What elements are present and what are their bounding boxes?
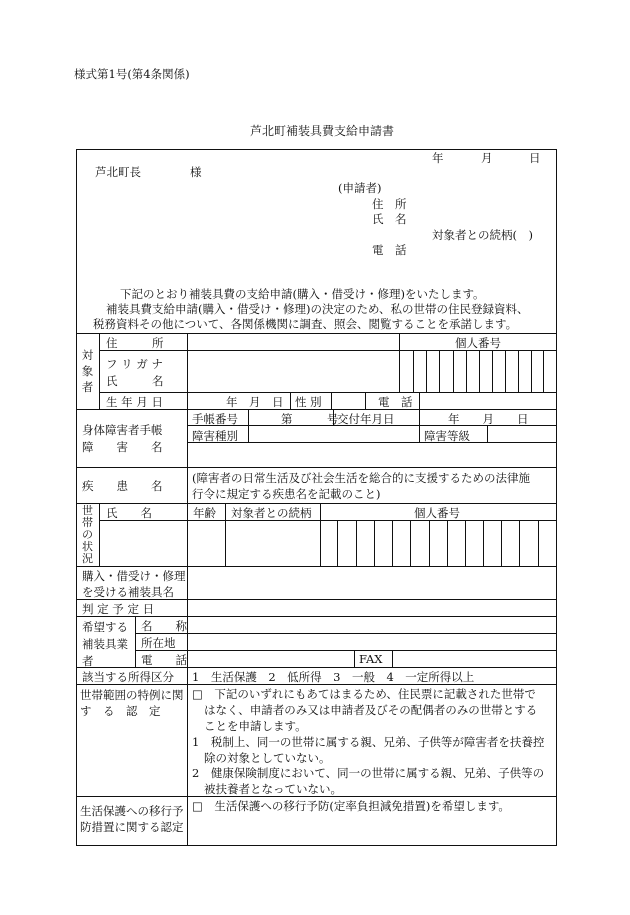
vendor-phone-label: 電 話 [141,653,187,667]
disability-name-label: 障 害 名 [82,440,163,454]
disease-note-1: (障害者の日常生活及び社会生活を総合的に支援するための法律施 [192,471,530,485]
disability-type-label: 障害種別 [192,429,238,443]
vendor-name-label: 名 称 [141,619,187,633]
vendor-fax-label: FAX [359,652,383,666]
special-cond-2: 2 健康保険制度において、同一の世帯に属する親、兄弟、子供等の [192,766,545,780]
handbook-label: 身体障害者手帳 [82,423,163,437]
vendor-label-1: 希望する [82,620,128,634]
household-personal-no-label: 個人番号 [414,506,460,520]
household-name-label: 氏 名 [106,506,152,520]
subject-address-label: 住 所 [106,336,164,350]
income-options: 1 生活保護 2 低所得 3 一般 4 一定所得以上 [192,670,475,684]
vendor-label-3: 者 [82,654,94,668]
addressee-mayor: 芦北町長 [95,165,141,179]
date-year: 年 [432,151,444,165]
form-title: 芦北町補装具費支給申請書 [250,124,395,138]
household-age-label: 年齢 [193,506,216,520]
applicant-label: (申請者) [338,181,382,195]
special-para-3: ことを申請します。 [204,719,307,733]
subject-furigana-label: フ リ ガ ナ [106,357,163,371]
handbook-issued-label: 交付年月日 [337,412,395,426]
special-cond-2-cont: 被扶養者となっていない。 [204,782,342,796]
subject-section-label: 対 象 者 [81,348,94,394]
disability-grade-label: 障害等級 [424,429,470,443]
vendor-location-label: 所在地 [141,636,176,650]
subject-dob-ymd: 年 月 日 [226,395,284,409]
applicant-relation-label: 対象者との続柄( ) [432,228,533,242]
subject-dob-label: 生 年 月 日 [106,395,163,409]
intro-line-3: 税務資料その他について、各関係機関に調査、照会、閲覧することを承諾します。 [93,317,518,331]
welfare-label-1: 生活保護への移行予 [80,804,184,818]
special-label-1: 世帯範囲の特例に関 [80,688,184,702]
judgment-date-label: 判 定 予 定 日 [82,602,155,616]
subject-sex-label: 性 別 [295,395,322,409]
special-cond-1-cont: 除の対象としていない。 [204,751,331,765]
addressee-sama: 様 [190,165,202,179]
special-label-2: す る 認 定 [80,704,161,718]
welfare-label-2: 防措置に関する認定 [80,820,184,834]
handbook-go-label: 第 号 [281,412,339,426]
welfare-text: □ 生活保護への移行予防(定率負担減免措置)を希望します。 [192,799,510,813]
intro-line-1: 下記のとおり補装具費の支給申請(購入・借受け・修理)をいたします。 [120,287,485,301]
vendor-label-2: 補装具業 [82,637,128,651]
income-label: 該当する所得区分 [82,670,174,684]
date-month: 月 [481,151,493,165]
form-number: 様式第1号(第4条関係) [74,67,190,81]
handbook-issued-ymd: 年 月 日 [448,412,529,426]
disease-label: 疾 患 名 [82,479,163,493]
subject-personal-no-label: 個人番号 [455,336,501,350]
applicant-phone-label: 電 話 [372,243,407,257]
special-para-2: はなく、申請者のみ又は申請者及びその配偶者のみの世帯とする [204,703,538,717]
subject-name-label: 氏 名 [106,374,164,388]
household-section-label: 世 帯 の 状 況 [82,504,93,565]
handbook-number-label: 手帳番号 [192,412,238,426]
special-cond-1: 1 税制上、同一の世帯に属する親、兄弟、子供等が障害者を扶養控 [192,735,545,749]
date-day: 日 [529,151,541,165]
household-relation-label: 対象者との続柄 [231,506,312,520]
special-para-1: □ 下記のいずれにもあてはまるため、住民票に記載された世帯で [192,687,536,701]
disease-note-2: 行令に規定する疾患名を記載のこと) [192,487,381,501]
applicant-name-label: 氏 名 [372,212,407,226]
device-label-2: を受ける補装具名 [82,585,174,599]
subject-phone-label: 電 話 [378,395,413,409]
intro-line-2: 補装具費支給申請(購入・借受け・修理)の決定のため、私の世帯の住民登録資料、 [106,302,529,316]
device-label-1: 購入・借受け・修理 [82,569,186,583]
applicant-address-label: 住 所 [372,197,407,211]
